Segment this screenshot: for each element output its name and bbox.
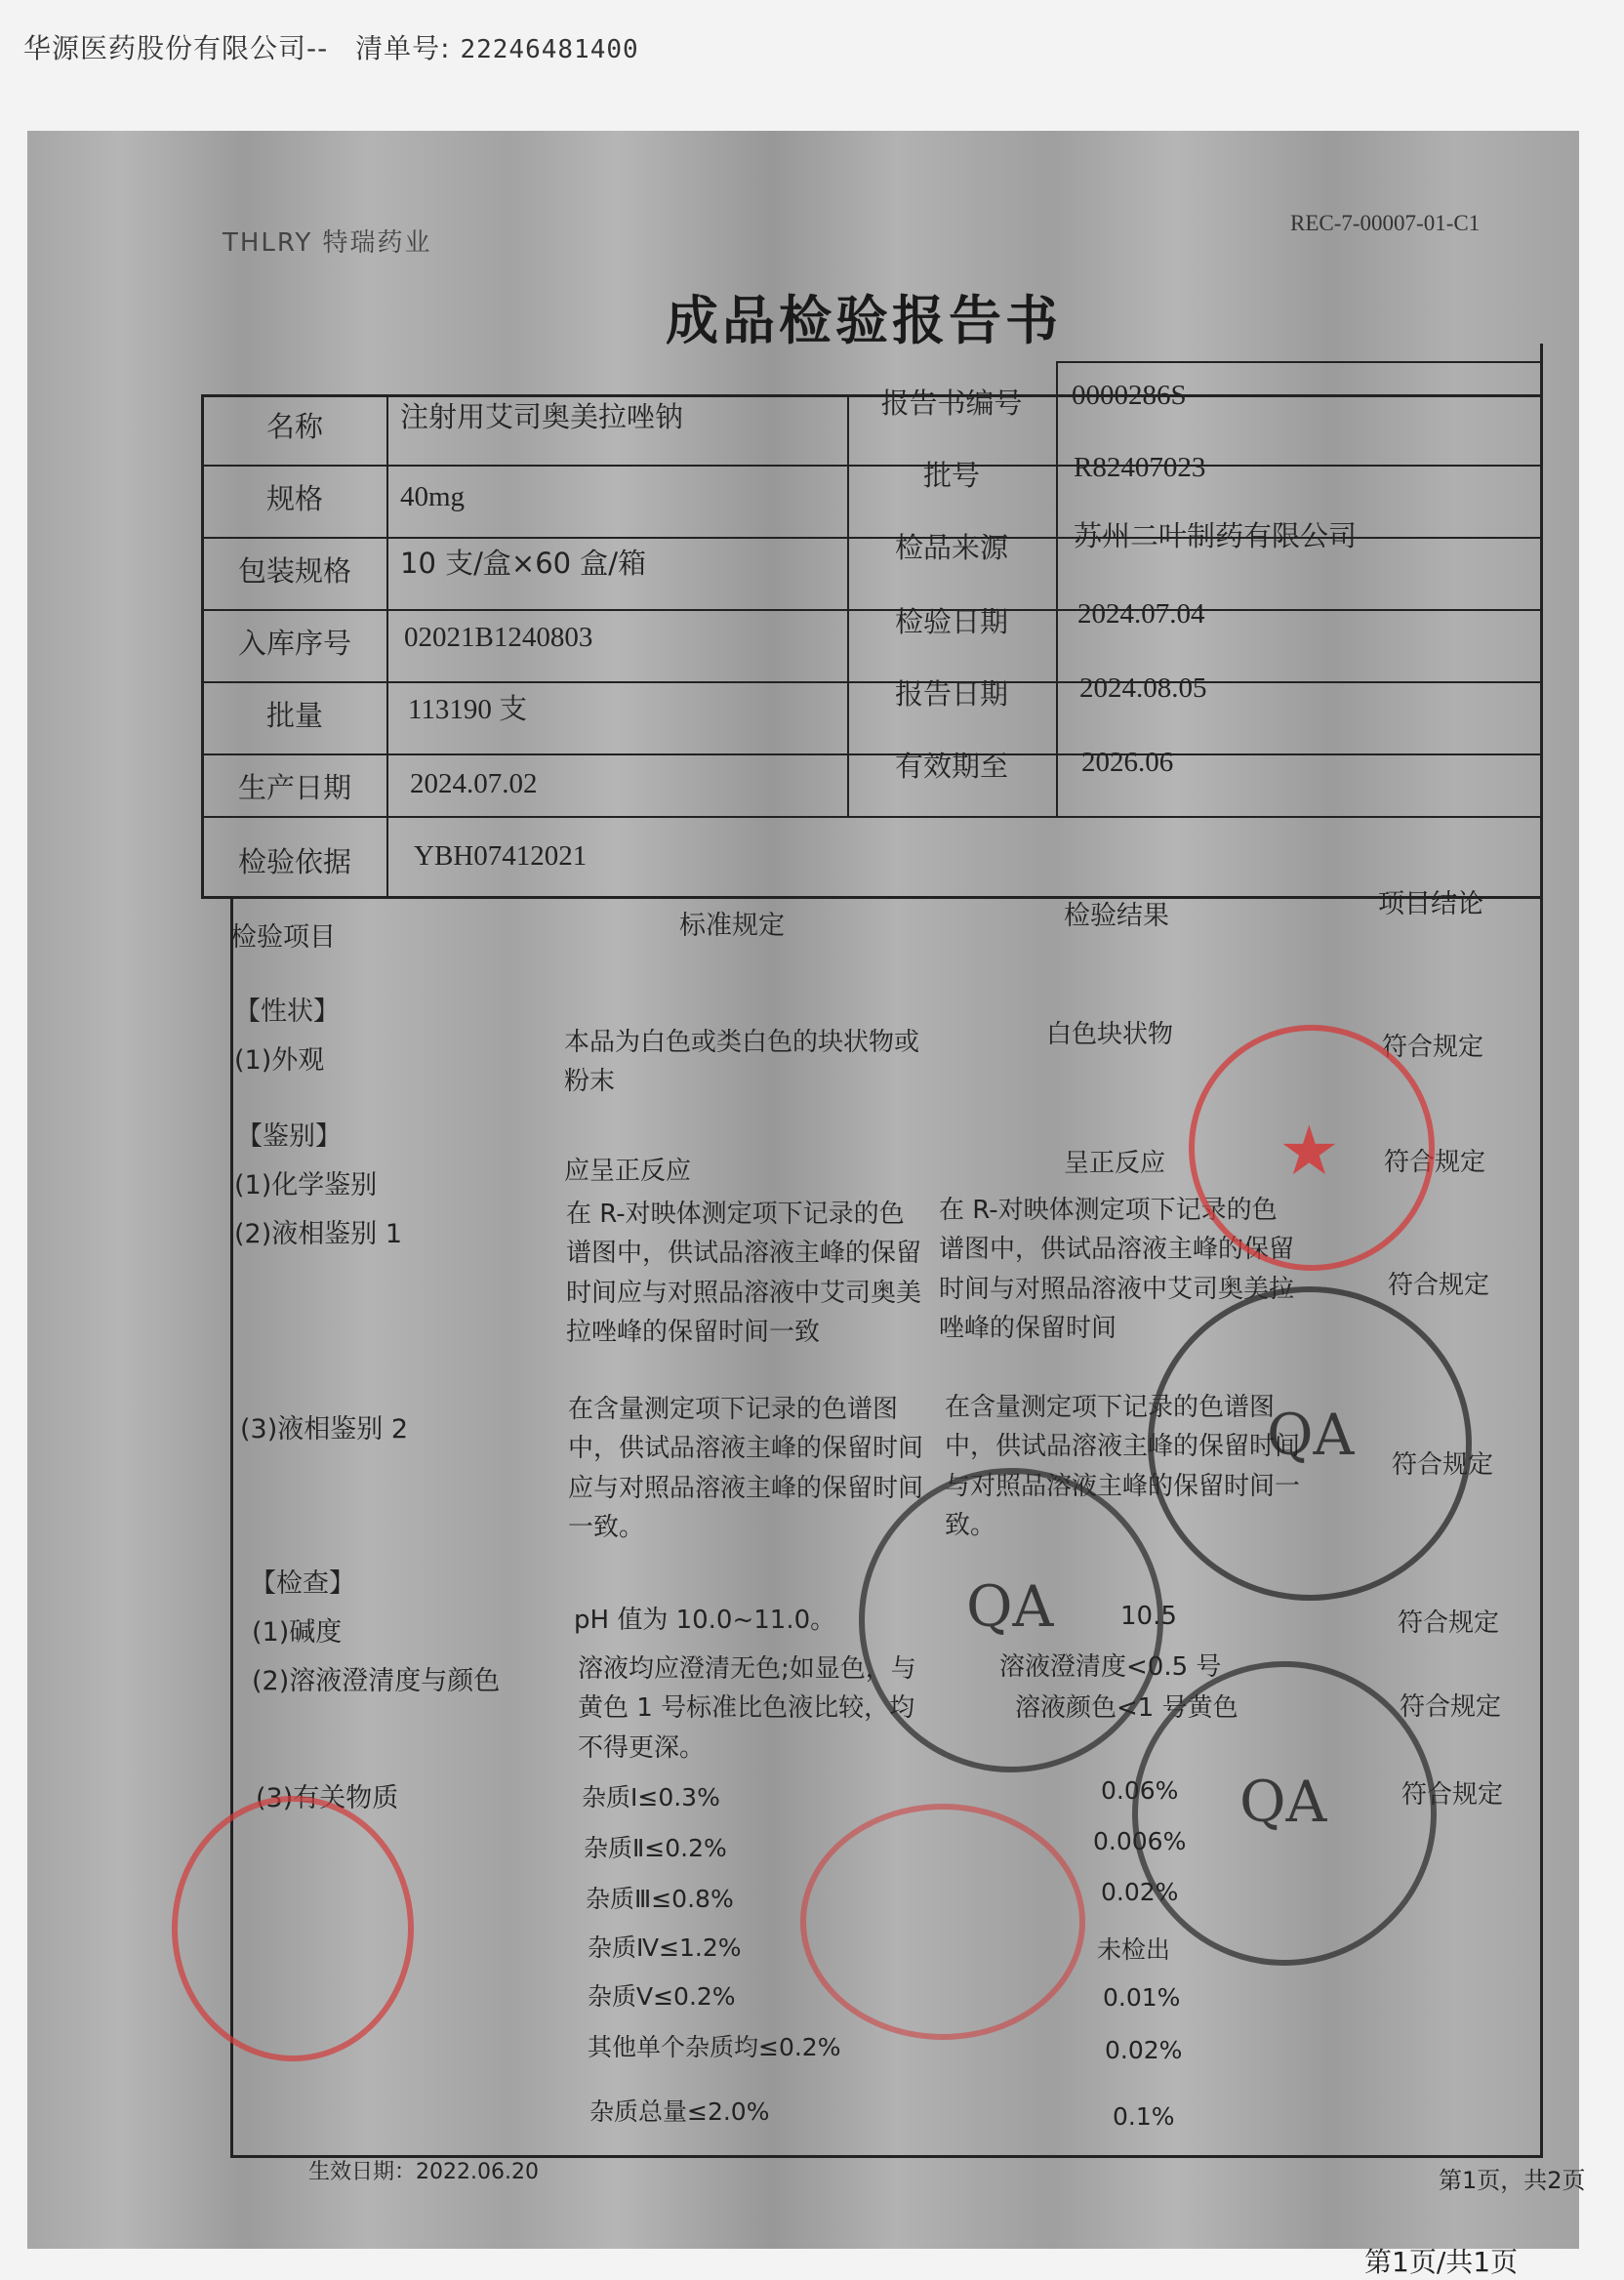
lc-id2-standard: 在含量测定项下记录的色谱图中，供试品溶液主峰的保留时间应与对照品溶液主峰的保留时间一致。	[568, 1395, 924, 1542]
col-standard-header: 标准规定	[679, 911, 785, 941]
name-label: 名称	[265, 410, 323, 443]
impurity-limit: 杂质Ⅴ≤0.2%	[588, 1982, 736, 2011]
col-item-header: 检验项目	[230, 922, 336, 953]
test-date-label: 检验日期	[894, 605, 1008, 638]
report-no-label: 报告书编号	[880, 387, 1023, 420]
impurity-limit: 杂质Ⅲ≤0.8%	[586, 1885, 734, 1913]
impurity-result: 0.006%	[1093, 1827, 1187, 1855]
pack-value: 10 支/盒×60 盒/箱	[400, 547, 647, 580]
batch-label: 批号	[922, 459, 980, 492]
chem-id-standard: 应呈正反应	[564, 1157, 692, 1186]
basis-value: YBH07412021	[414, 840, 588, 872]
stamp-red-1: ★	[1189, 1025, 1435, 1271]
clarity-result-2: 溶液颜色<1 号黄色	[1015, 1693, 1238, 1723]
company-logo: THLRY 特瑞药业	[223, 228, 432, 258]
chem-id-result: 呈正反应	[1064, 1149, 1166, 1178]
page-title: 成品检验报告书	[666, 290, 1062, 351]
lc-id1-standard: 在 R-对映体测定项下记录的色谱图中，供试品溶液主峰的保留时间应与对照品溶液中艾司奥美拉唑峰的保留时间一致	[566, 1200, 922, 1347]
lc-id1-conclusion: 符合规定	[1388, 1271, 1490, 1300]
impurity-limit: 杂质总量≤2.0%	[589, 2097, 770, 2126]
name-value: 注射用艾司奥美拉唑钠	[400, 400, 684, 433]
appearance-section-title: 【性状】	[234, 997, 340, 1027]
report-date-label: 报告日期	[894, 677, 1008, 711]
identification-section-title: 【鉴别】	[236, 1121, 342, 1152]
top-bar	[23, 27, 639, 66]
clarity-result-1: 溶液澄清度<0.5 号	[999, 1652, 1222, 1682]
lc-id1-item: (2)液相鉴别 1	[234, 1219, 403, 1249]
stamp-red-3	[800, 1804, 1085, 2040]
stamp-qa-2: QA	[859, 1468, 1163, 1772]
chem-id-conclusion: 符合规定	[1384, 1148, 1486, 1177]
impurity-result: 0.01%	[1103, 1983, 1181, 2012]
spec-value: 40mg	[400, 481, 466, 512]
company-name: 华源医药股份有限公司--	[23, 32, 329, 64]
form-number: REC-7-00007-01-C1	[1290, 211, 1481, 235]
mfg-label: 生产日期	[237, 771, 351, 804]
source-value: 苏州二叶制药有限公司	[1074, 519, 1358, 552]
alkalinity-result: 10.5	[1120, 1602, 1177, 1631]
inspection-section-title: 【检查】	[250, 1568, 355, 1599]
lc-id2-item: (3)液相鉴别 2	[240, 1414, 409, 1445]
related-conclusion: 符合规定	[1401, 1780, 1504, 1810]
report-date-value: 2024.08.05	[1079, 672, 1207, 704]
list-label: 清单号:	[355, 32, 451, 64]
col-result-header: 检验结果	[1064, 901, 1169, 931]
impurity-result: 0.02%	[1101, 1878, 1179, 1906]
appearance-result: 白色块状物	[1046, 1020, 1174, 1049]
qty-value: 113190 支	[408, 694, 528, 725]
impurity-limit: 其他单个杂质均≤0.2%	[588, 2033, 841, 2061]
test-date-value: 2024.07.04	[1077, 598, 1205, 630]
related-item: (3)有关物质	[256, 1783, 399, 1813]
clarity-conclusion: 符合规定	[1400, 1692, 1502, 1722]
appearance-conclusion: 符合规定	[1382, 1033, 1484, 1062]
impurity-limit: 杂质Ⅳ≤1.2%	[588, 1934, 742, 1962]
spec-label: 规格	[265, 482, 323, 515]
report-no-value: 0000286S	[1072, 380, 1187, 411]
impurity-result: 0.06%	[1101, 1776, 1179, 1805]
clarity-item: (2)溶液澄清度与颜色	[252, 1666, 501, 1696]
col-conclusion-header: 项目结论	[1378, 889, 1483, 919]
effective-date: 生效日期：2022.06.20	[308, 2160, 539, 2184]
appearance-standard: 本品为白色或类白色的块状物或粉末	[564, 1028, 920, 1097]
source-label: 检品来源	[894, 531, 1008, 564]
appearance-item: (1)外观	[234, 1045, 325, 1076]
lc-id2-conclusion: 符合规定	[1392, 1450, 1494, 1480]
expiry-label: 有效期至	[894, 750, 1008, 783]
impurity-result: 未检出	[1097, 1935, 1171, 1964]
alkalinity-conclusion: 符合规定	[1398, 1608, 1500, 1638]
pack-label: 包装规格	[237, 554, 351, 588]
stamp-qa-3: QA	[1132, 1661, 1437, 1966]
impurity-result: 0.1%	[1113, 2102, 1175, 2131]
page-indicator-inner: 第1页，共2页	[1439, 2167, 1586, 2194]
qty-label: 批量	[265, 699, 323, 732]
list-number: 22246481400	[460, 35, 639, 64]
alkalinity-item: (1)碱度	[252, 1617, 343, 1648]
lc-id1-result: 在 R-对映体测定项下记录的色谱图中，供试品溶液主峰的保留时间与对照品溶液中艾司奥美拉唑峰的保留时间	[939, 1196, 1295, 1343]
clarity-standard: 溶液均应澄清无色;如显色，与黄色 1 号标准比色液比较，均不得更深。	[578, 1654, 916, 1763]
expiry-value: 2026.06	[1081, 747, 1174, 778]
impurity-limit: 杂质Ⅱ≤0.2%	[584, 1834, 727, 1862]
mfg-value: 2024.07.02	[410, 768, 538, 799]
alkalinity-standard: pH 值为 10.0~11.0。	[574, 1606, 836, 1635]
stamp-red-2	[172, 1796, 414, 2061]
inbound-value: 02021B1240803	[404, 622, 593, 653]
impurity-result: 0.02%	[1105, 2036, 1183, 2064]
page-indicator-outer: 第1页/共1页	[1364, 2246, 1519, 2278]
lc-id2-result: 在含量测定项下记录的色谱图中，供试品溶液主峰的保留时间与对照品溶液主峰的保留时间一致。	[945, 1393, 1301, 1540]
stamp-qa-1: QA	[1148, 1286, 1472, 1601]
basis-label: 检验依据	[237, 845, 351, 878]
chem-id-item: (1)化学鉴别	[234, 1170, 378, 1201]
batch-value: R82407023	[1074, 452, 1206, 483]
inbound-label: 入库序号	[237, 627, 351, 660]
impurity-limit: 杂质Ⅰ≤0.3%	[582, 1783, 720, 1812]
